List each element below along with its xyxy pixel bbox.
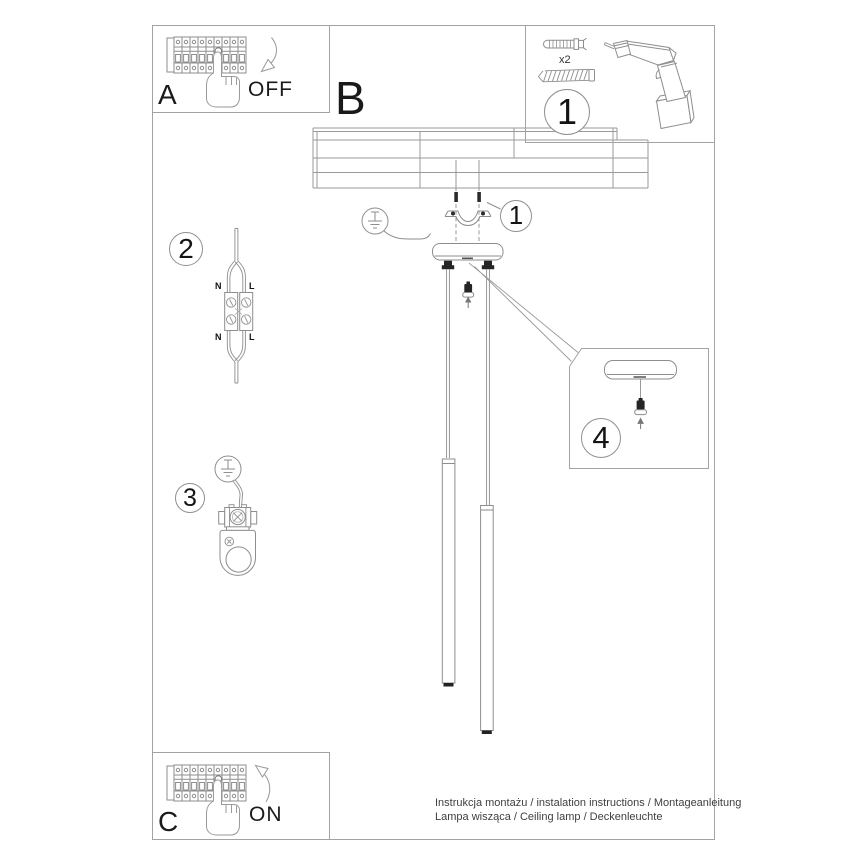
terminal-connector-drawing: [225, 229, 253, 384]
ground-terminal-drawing: [215, 456, 257, 575]
footer-line-2: Lampa wisząca / Ceiling lamp / Deckenleuchte: [435, 810, 663, 823]
cord-grip-left-icon: [442, 261, 454, 270]
off-label: OFF: [248, 78, 293, 101]
step-c-box: [153, 753, 330, 840]
mounting-bracket-drawing: [445, 203, 501, 226]
breaker-panel-drawing: [167, 765, 246, 801]
cord-grip-right-icon: [482, 261, 494, 270]
footer-text: [435, 797, 741, 824]
callout-2: 2: [169, 232, 203, 266]
pendant-tube-right: [481, 506, 494, 735]
step-a-box: [153, 26, 330, 113]
wire-label-n-top: N: [215, 281, 222, 291]
on-label: ON: [249, 803, 283, 826]
step-c-letter: C: [158, 806, 179, 837]
ceiling-drawing: [313, 128, 648, 188]
parts-box-number: 1: [544, 89, 590, 135]
wire-label-n-bottom: N: [215, 332, 222, 342]
step-a-letter: A: [158, 79, 177, 110]
wire-label-l-bottom: L: [249, 332, 255, 342]
wire-label-l-top: L: [249, 281, 255, 291]
drill-icon: [605, 41, 695, 129]
footer-line-1: Instrukcja montażu / instalation instructions / Montageanleitung: [435, 797, 742, 809]
strain-relief-icon: [463, 282, 474, 309]
screw-icon: [539, 69, 595, 82]
anchor-quantity-label: x2: [559, 54, 571, 66]
callout-4: 4: [581, 418, 621, 458]
step-b-letter: B: [335, 72, 366, 124]
wall-anchor-icon: [544, 38, 587, 50]
callout-1: 1: [500, 200, 532, 232]
callout-3: 3: [175, 483, 205, 513]
breaker-panel-drawing: [167, 37, 246, 73]
canopy-drawing: [433, 244, 504, 270]
detail-leader-lines: [469, 263, 578, 362]
ground-symbol-icon: [362, 208, 431, 239]
ceiling-screws-drawing: [454, 160, 481, 250]
pendant-tube-left: [442, 459, 455, 687]
